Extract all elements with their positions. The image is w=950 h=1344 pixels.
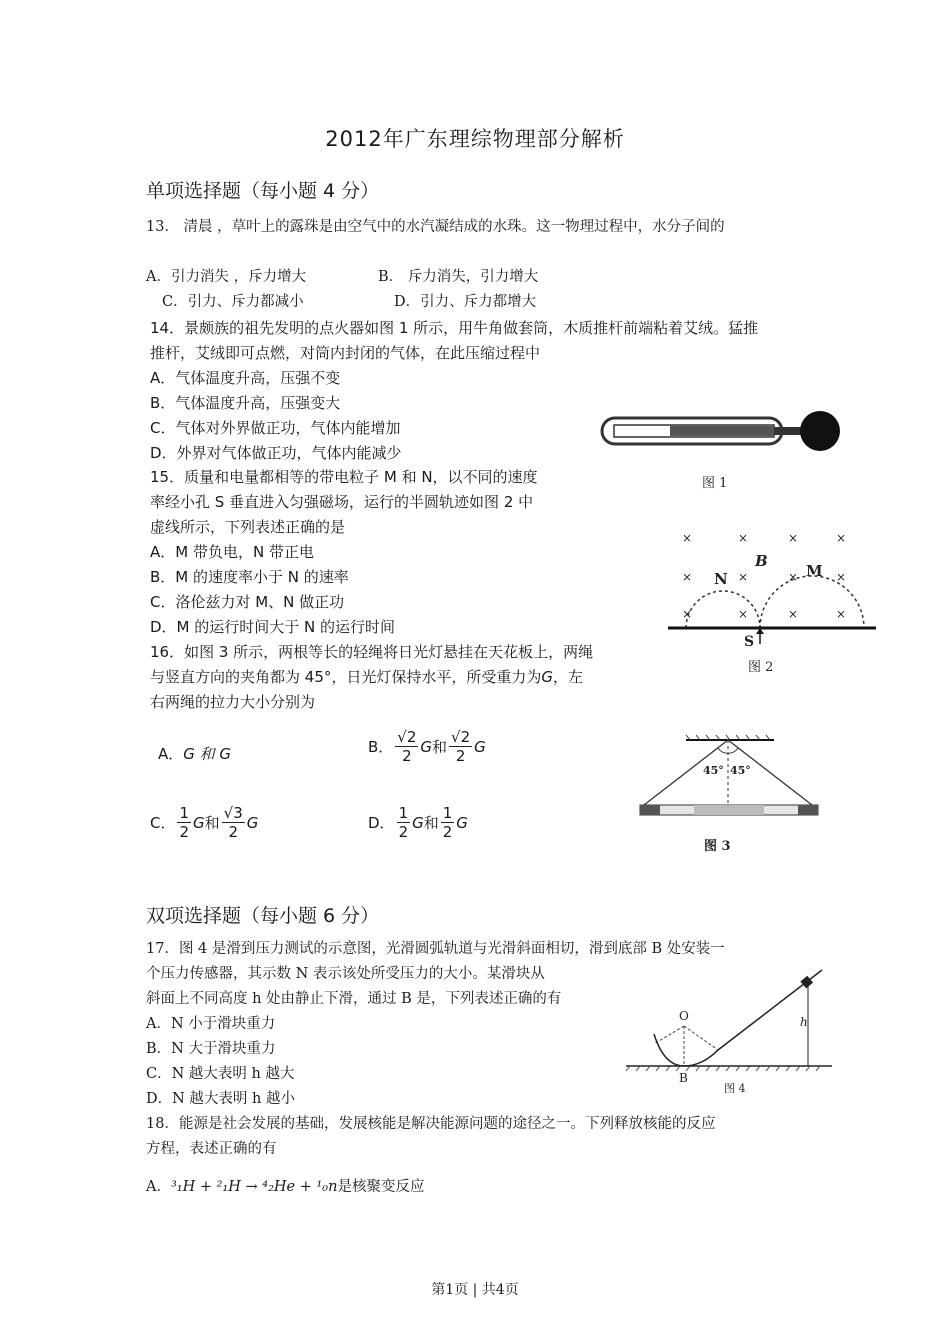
figure-4-caption: 图 4 <box>724 1082 746 1095</box>
field-cross-mark: × <box>788 570 799 584</box>
q15-option-c: C．洛伦兹力对 M、N 做正功 <box>150 593 345 611</box>
q13-option-a: A．引力消失 ，斥力增大 <box>146 269 307 285</box>
field-cross-mark: × <box>738 570 749 584</box>
section-heading-double-choice: 双项选择题（每小题 6 分） <box>146 905 380 927</box>
label-s: S <box>744 634 755 650</box>
q17-option-a: A．N 小于滑块重力 <box>146 1016 276 1032</box>
q18-stem-line2: 方程，表述正确的有 <box>146 1141 277 1157</box>
figure-3-caption: 图 3 <box>704 839 731 854</box>
field-cross-mark: × <box>836 607 847 621</box>
q16-stem-line3: 右两绳的拉力大小分别为 <box>150 693 316 711</box>
q16-stem-line2: 与竖直方向的夹角都为 45°，日光灯保持水平，所受重力为G，左 <box>150 668 583 686</box>
q16-option-b: B． $\frac{√2}{2}$ G 和 $\frac{√2}{2}$ G <box>368 728 486 765</box>
q15-option-b: B．M 的速度率小于 N 的速率 <box>150 568 349 586</box>
label-b-field: B <box>755 552 768 570</box>
figure-1-igniter <box>594 400 844 495</box>
q17-option-c: C．N 越大表明 h 越大 <box>146 1066 295 1082</box>
figure-3-hanging-lamp <box>634 730 824 860</box>
q17-stem-line2: 个压力传感器，其示数 N 表示该处所受压力的大小。某滑块从 <box>146 966 545 982</box>
field-cross-mark: × <box>788 531 799 545</box>
field-cross-mark: × <box>788 607 799 621</box>
q14-option-b: B．气体温度升高，压强变大 <box>150 394 341 412</box>
page-footer: 第1页 | 共4页 <box>431 1282 519 1298</box>
nuclear-equation: ³₁H + ²₁H → ⁴₂He + ¹₀n <box>170 1179 338 1195</box>
q17-option-b: B．N 大于滑块重力 <box>146 1041 276 1057</box>
field-cross-mark: × <box>738 531 749 545</box>
q13-option-d: D．引力、斥力都增大 <box>394 294 537 310</box>
q13-option-b: B． 斥力消失，引力增大 <box>378 269 539 285</box>
trajectory-n <box>686 591 760 628</box>
section-heading-single-choice: 单项选择题（每小题 4 分） <box>146 180 380 202</box>
q15-option-a: A．M 带负电，N 带正电 <box>150 543 314 561</box>
angle-left: 45° <box>703 764 724 777</box>
page-title: 2012年广东理综物理部分解析 <box>325 127 625 151</box>
q14-stem-line2: 推杆，艾绒即可点燃，对筒内封闭的气体，在此压缩过程中 <box>150 344 541 362</box>
q14-stem-line1: 14．景颇族的祖先发明的点火器如图 1 所示，用牛角做套筒，木质推杆前端粘着艾绒。猛推 <box>150 319 759 337</box>
field-cross-mark: × <box>682 531 693 545</box>
q16-option-c: C． $\frac{1}{2}$ G 和 $\frac{√3}{2}$ G <box>150 804 259 841</box>
q17-stem-line1: 17．图 4 是滑到压力测试的示意图，光滑圆弧轨道与光滑斜面相切，滑到底部 B 处安装一 <box>146 941 725 957</box>
q15-stem-line3: 虚线所示，下列表述正确的是 <box>150 518 346 536</box>
q18-stem-line1: 18．能源是社会发展的基础，发展核能是解决能源问题的途径之一。下列释放核能的反应 <box>146 1116 716 1132</box>
field-cross-mark: × <box>682 570 693 584</box>
trajectory-m <box>760 576 864 628</box>
q14-option-d: D．外界对气体做正功，气体内能减少 <box>150 444 402 462</box>
figure-2-magnetic-field <box>664 522 884 682</box>
q16-option-a: A．G 和 G <box>158 745 232 763</box>
label-h: h <box>800 1015 808 1029</box>
field-cross-mark: × <box>682 607 693 621</box>
label-b: B <box>679 1071 688 1085</box>
field-cross-mark: × <box>738 607 749 621</box>
field-cross-mark: × <box>836 570 847 584</box>
figure-1-caption: 图 1 <box>702 476 728 491</box>
q15-stem-line2: 率经小孔 S 垂直进入匀强磁场，运行的半圆轨迹如图 2 中 <box>150 493 534 511</box>
q13-stem: 13． 清晨 ，草叶上的露珠是由空气中的水汽凝结成的水珠。这一物理过程中，水分子间的 <box>146 219 725 235</box>
figure-4-pressure-test <box>624 966 836 1096</box>
angle-right: 45° <box>730 764 751 777</box>
label-o: O <box>679 1009 689 1023</box>
q17-option-d: D．N 越大表明 h 越小 <box>146 1091 295 1107</box>
q15-option-d: D．M 的运行时间大于 N 的运行时间 <box>150 618 396 636</box>
label-m: M <box>806 562 823 580</box>
q16-stem-line1: 16．如图 3 所示，两根等长的轻绳将日光灯悬挂在天花板上，两绳 <box>150 643 594 661</box>
q16-option-d: D． $\frac{1}{2}$ G 和 $\frac{1}{2}$ G <box>368 804 468 841</box>
field-cross-mark: × <box>836 531 847 545</box>
q15-stem-line1: 15．质量和电量都相等的带电粒子 M 和 N，以不同的速度 <box>150 468 538 486</box>
q14-option-a: A．气体温度升高，压强不变 <box>150 369 341 387</box>
q14-option-c: C．气体对外界做正功，气体内能增加 <box>150 419 401 437</box>
q18-option-a: A．³₁H + ²₁H → ⁴₂He + ¹₀n是核聚变反应 <box>146 1179 425 1195</box>
label-n: N <box>714 570 728 588</box>
q13-option-c: C．引力、斥力都减小 <box>162 294 304 310</box>
q17-stem-line3: 斜面上不同高度 h 处由静止下滑，通过 B 是，下列表述正确的有 <box>146 991 562 1007</box>
figure-2-caption: 图 2 <box>748 660 774 675</box>
